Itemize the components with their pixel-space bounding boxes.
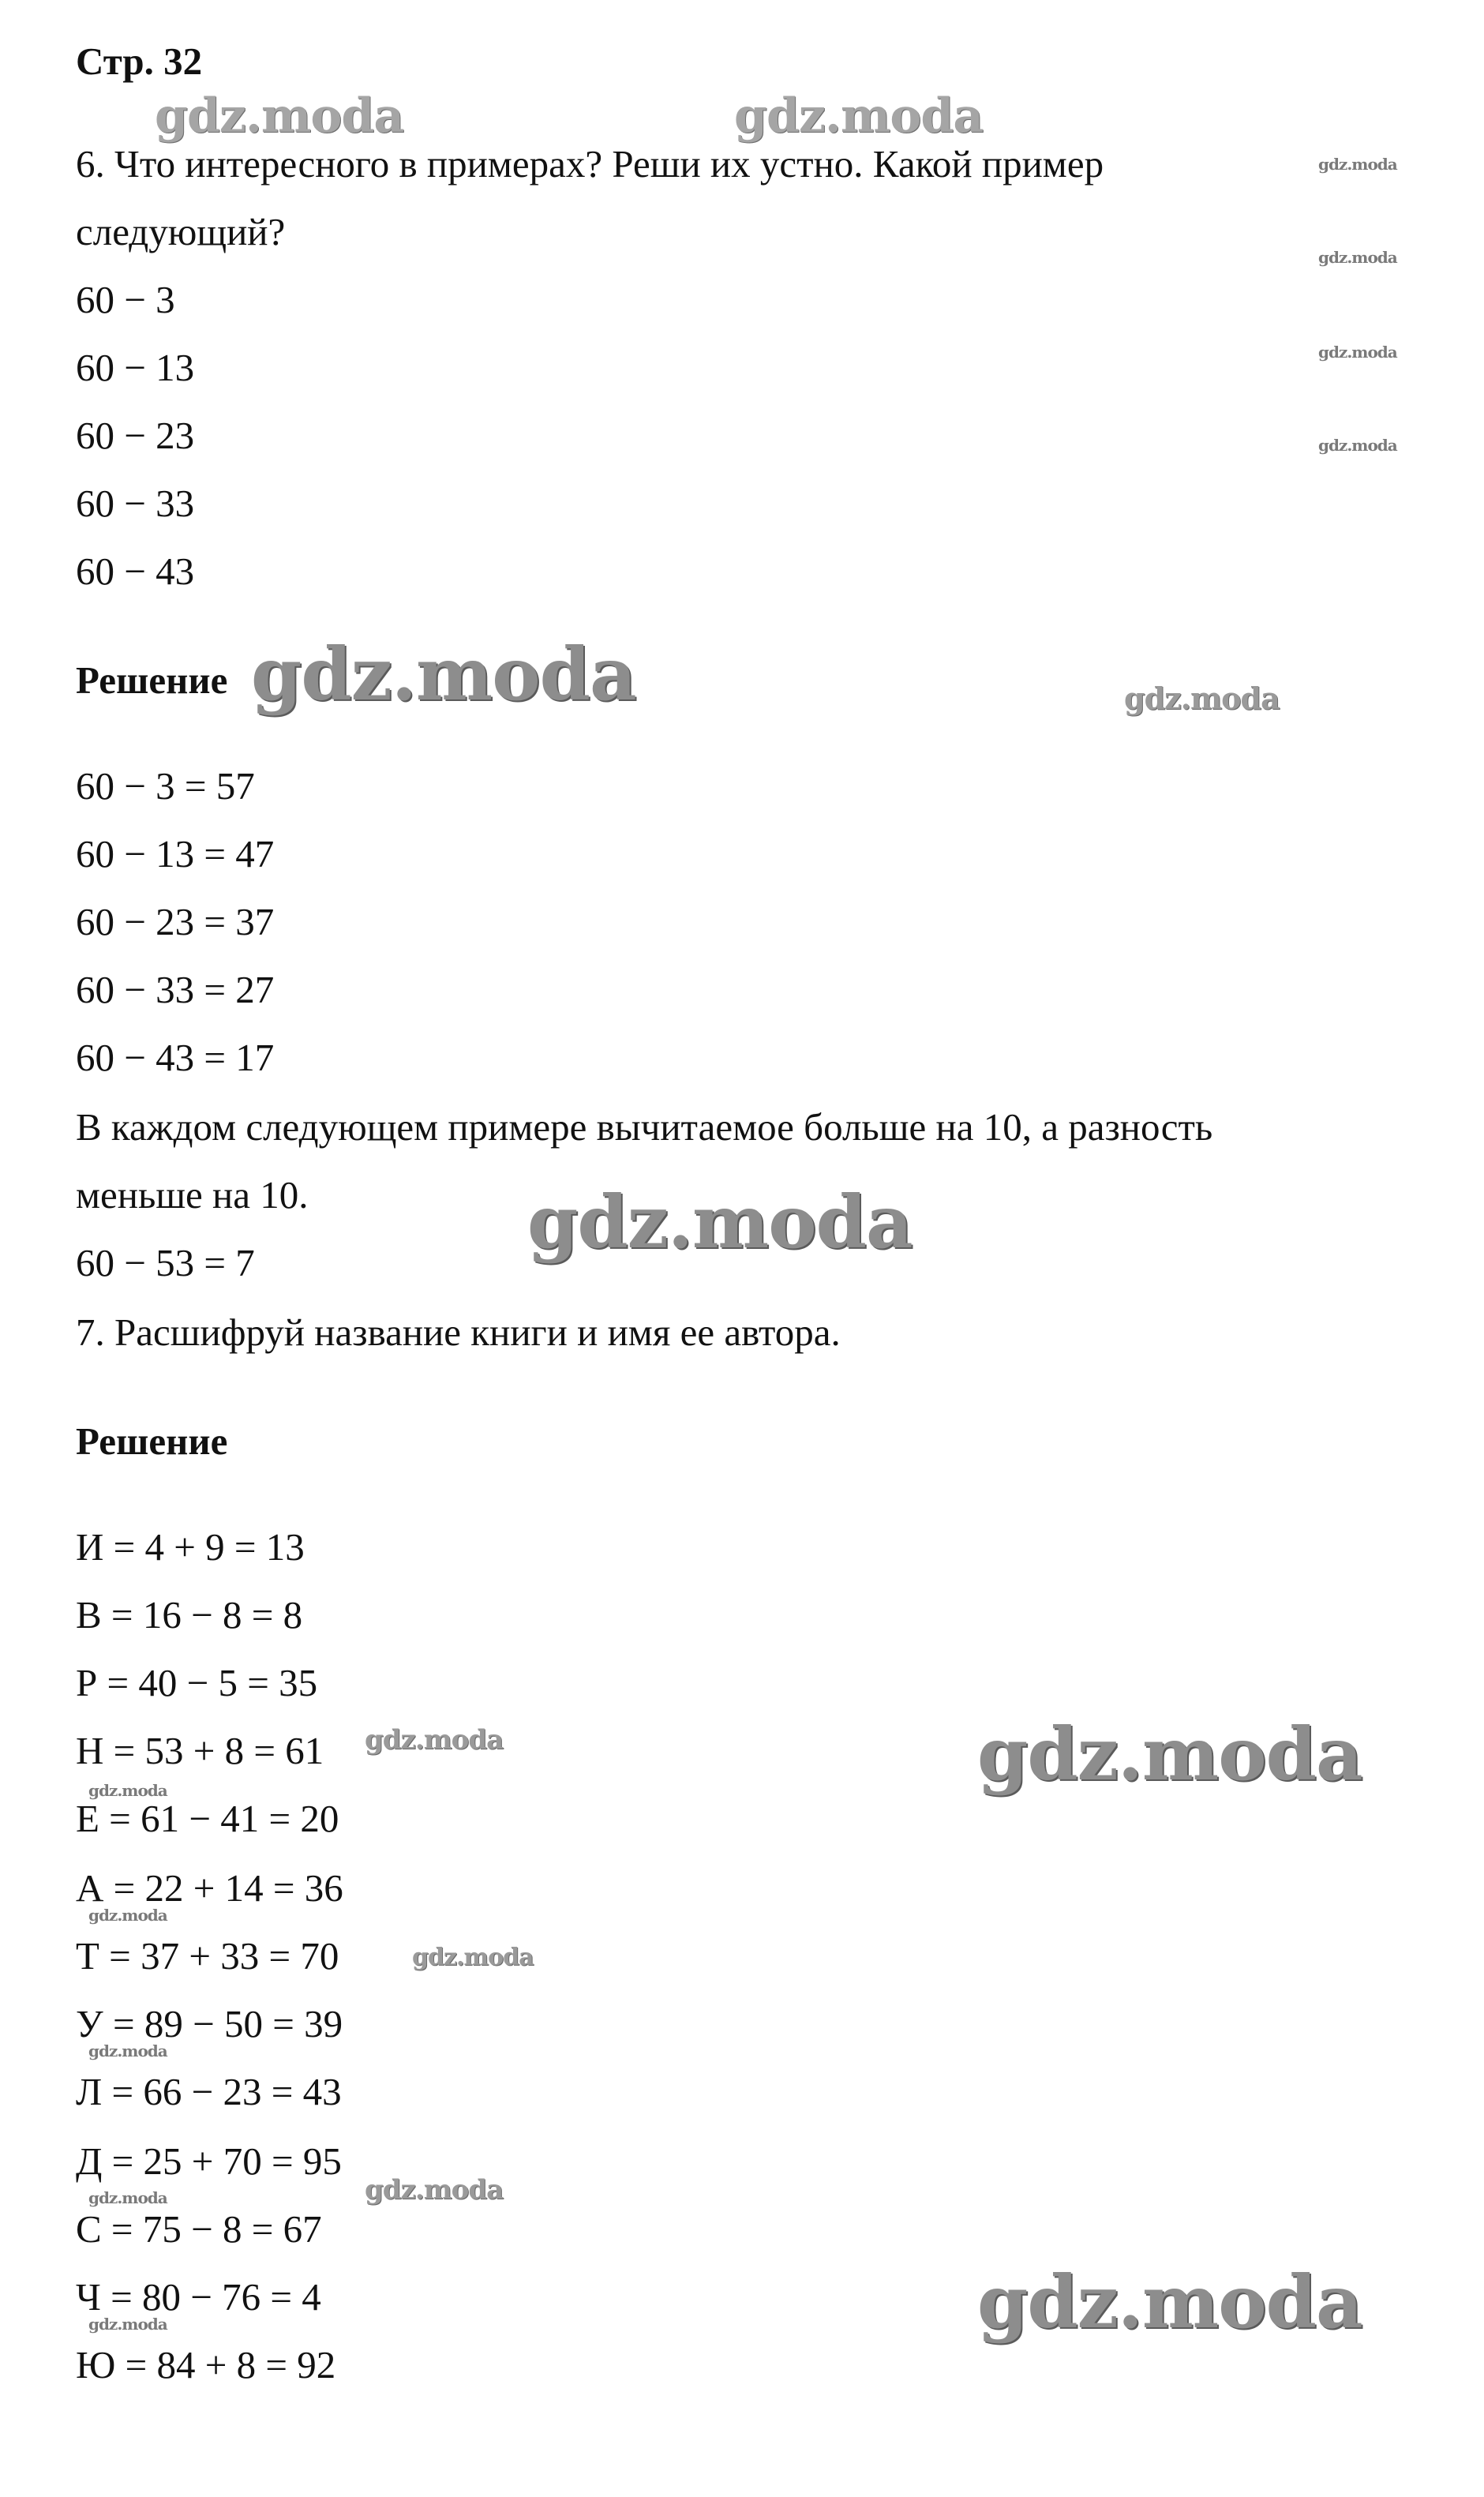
task7-equation: И = 4 + 9 = 13 xyxy=(76,1525,305,1569)
task7-equation: Т = 37 + 33 = 70 xyxy=(76,1934,339,1978)
watermark: gdz.moda xyxy=(977,1712,1362,1797)
task6-answer: 60 − 23 = 37 xyxy=(76,900,275,943)
task7-equation: С = 75 − 8 = 67 xyxy=(76,2207,322,2251)
watermark: gdz.moda xyxy=(365,1724,504,1756)
watermark: gdz.moda xyxy=(155,88,404,144)
watermark: gdz.moda xyxy=(88,2188,167,2207)
watermark: gdz.moda xyxy=(88,1781,167,1800)
task6-example: 60 − 13 xyxy=(76,346,195,389)
page-heading: Стр. 32 xyxy=(76,39,203,83)
task7-equation: Ч = 80 − 76 = 4 xyxy=(76,2275,321,2319)
task7-solution-label: Решение xyxy=(76,1419,228,1463)
watermark: gdz.moda xyxy=(88,2315,167,2334)
watermark: gdz.moda xyxy=(1124,680,1280,716)
task6-question-line2: следующий? xyxy=(76,210,286,253)
watermark: gdz.moda xyxy=(1318,155,1397,174)
task6-explanation-line2: меньше на 10. xyxy=(76,1173,309,1217)
watermark: gdz.moda xyxy=(412,1944,534,1971)
task6-example: 60 − 33 xyxy=(76,482,195,525)
task7-equation: Д = 25 + 70 = 95 xyxy=(76,2139,342,2183)
task7-equation: Р = 40 − 5 = 35 xyxy=(76,1661,318,1704)
watermark: gdz.moda xyxy=(365,2174,504,2206)
task7-equation: В = 16 − 8 = 8 xyxy=(76,1593,303,1637)
task7-question: 7. Расшифруй название книги и имя ее автора. xyxy=(76,1310,841,1354)
task6-solution-label: Решение xyxy=(76,658,228,702)
task6-answer: 60 − 3 = 57 xyxy=(76,764,255,808)
task6-answer: 60 − 13 = 47 xyxy=(76,832,275,875)
watermark: gdz.moda xyxy=(527,1179,913,1265)
task7-equation: Е = 61 − 41 = 20 xyxy=(76,1797,339,1840)
watermark: gdz.moda xyxy=(734,88,984,144)
task7-equation: Ю = 84 + 8 = 92 xyxy=(76,2343,336,2386)
task7-equation: А = 22 + 14 = 36 xyxy=(76,1866,343,1910)
task6-answer: 60 − 43 = 17 xyxy=(76,1036,275,1079)
task7-equation: У = 89 − 50 = 39 xyxy=(76,2002,343,2045)
task6-example: 60 − 43 xyxy=(76,549,195,593)
watermark: gdz.moda xyxy=(88,2041,167,2060)
watermark: gdz.moda xyxy=(977,2259,1362,2345)
task6-question-line1: 6. Что интересного в примерах? Реши их устно. Какой пример xyxy=(76,142,1104,186)
task7-equation: Л = 66 − 23 = 43 xyxy=(76,2070,342,2113)
task6-example: 60 − 3 xyxy=(76,278,175,321)
watermark: gdz.moda xyxy=(1318,248,1397,267)
task7-equation: Н = 53 + 8 = 61 xyxy=(76,1729,324,1772)
watermark: gdz.moda xyxy=(1318,343,1397,362)
task6-example: 60 − 23 xyxy=(76,414,195,457)
watermark: gdz.moda xyxy=(1318,436,1397,455)
task6-next-example: 60 − 53 = 7 xyxy=(76,1241,255,1284)
watermark: gdz.moda xyxy=(88,1906,167,1925)
watermark: gdz.moda xyxy=(251,632,636,717)
task6-explanation-line1: В каждом следующем примере вычитаемое больше на 10, а разность xyxy=(76,1105,1213,1149)
task6-answer: 60 − 33 = 27 xyxy=(76,968,275,1011)
